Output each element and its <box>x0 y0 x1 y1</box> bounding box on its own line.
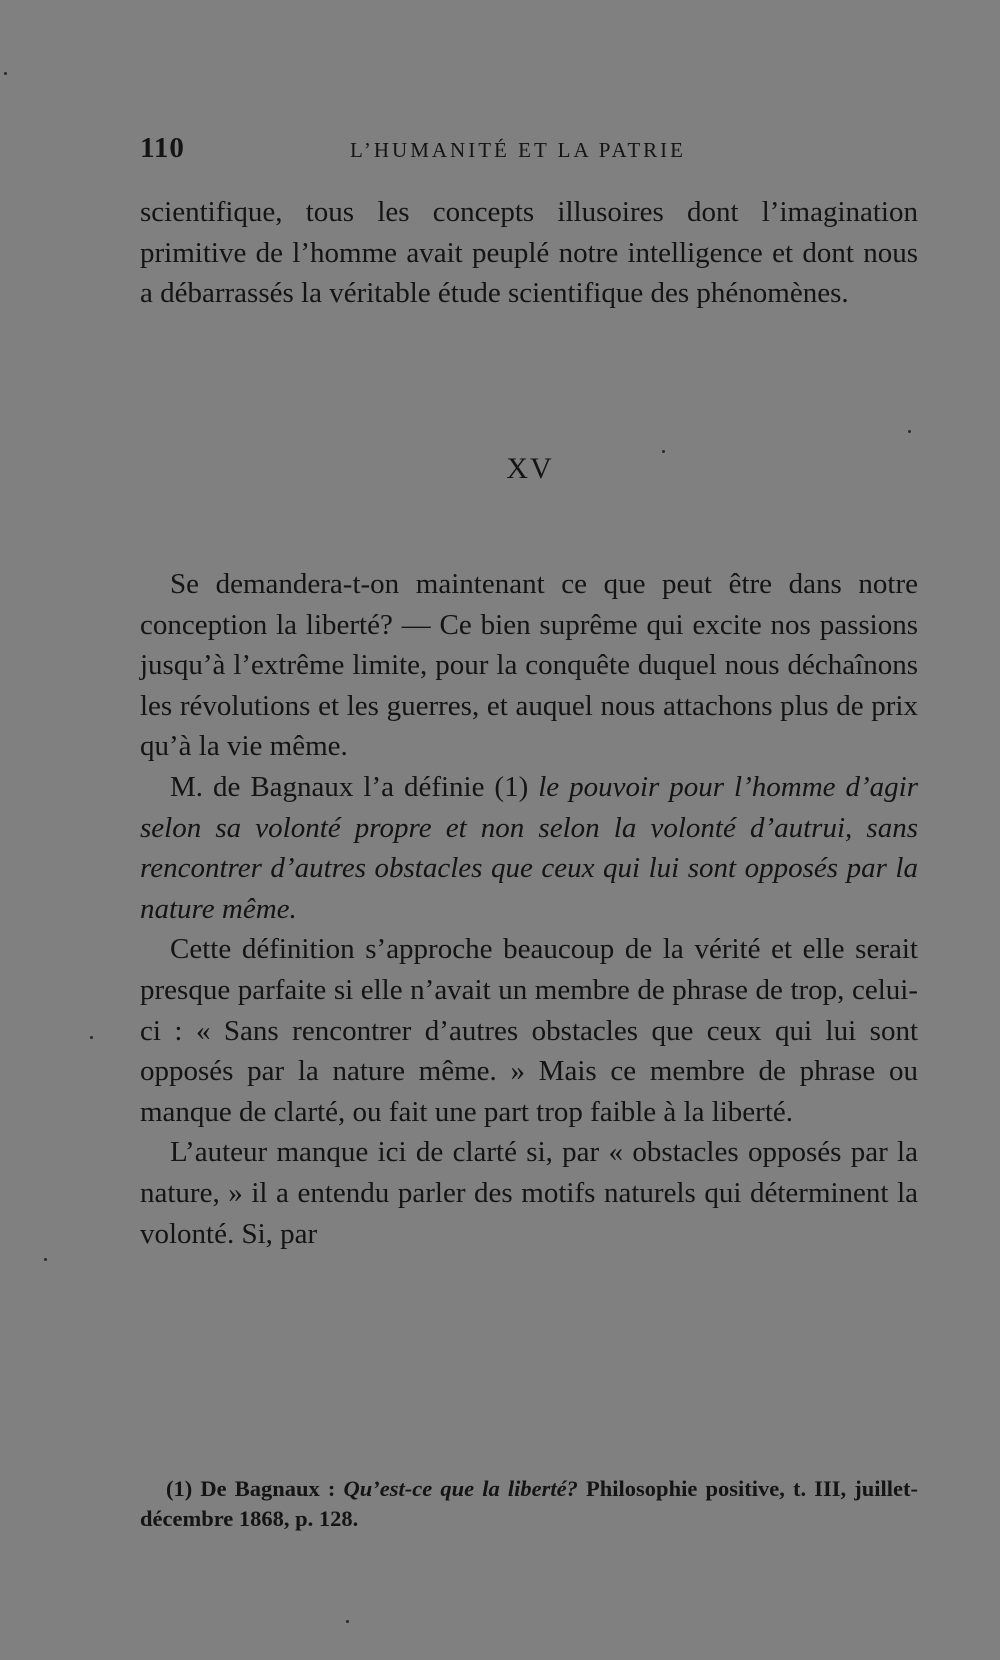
scan-speck <box>44 1258 47 1261</box>
paragraph-liberty-question: Se demandera-t-on maintenant ce que peut être dans notre conception la liberté? — Ce bien suprême qui excite nos passions jusqu’à l’extrême limite, pour la conquête duquel nous déchaînons les révolutions et les guerres, et auquel nous attachons plus de prix qu’à la vie même. <box>140 568 918 763</box>
definition-lead: M. de Bagnaux l’a définie (1) <box>170 770 539 803</box>
page-number: 110 <box>140 132 185 164</box>
definition-quote: le pouvoir pour l’homme d’agir selon sa volonté propre et non selon la volonté d’autrui, sans rencontrer d’autres obstacles que ceux qui lui sont opposés par la nature même. <box>140 770 918 925</box>
footnote-title: Qu’est-ce que la liberté? <box>343 1476 578 1501</box>
opening-paragraph: scientifique, tous les concepts illusoires dont l’imagination primitive de l’homme avait peuplé notre intelligence et dont nous a débarrassés la véritable étude scientifique des phénomènes. <box>140 196 918 310</box>
scan-speck <box>662 450 665 453</box>
page-header <box>140 132 920 172</box>
scan-speck <box>346 1620 349 1623</box>
footnote-marker: (1) De Bagnaux : <box>166 1476 344 1501</box>
paragraph-critique: Cette définition s’approche beaucoup de la vérité et elle serait presque parfaite si elle n’avait un membre de phrase de trop, celui-ci : « Sans rencontrer d’autres obstacles que ceux qui lui sont opposés par la nature même. » Mais ce membre de phrase ou manque de clarté, ou fait une part trop faible à la liberté. <box>140 933 918 1128</box>
footnote <box>140 1474 918 1534</box>
footnote-reference: Philosophie positive, t. III, juillet-décembre 1868, p. 128. <box>140 1476 918 1531</box>
paragraph-clarity: L’auteur manque ici de clarté si, par « obstacles opposés par la nature, » il a entendu parler des motifs naturels qui déterminent la volonté. Si, par <box>140 1136 918 1250</box>
paragraph-definition <box>140 767 918 929</box>
opening-text <box>140 192 918 314</box>
section-heading: XV <box>506 452 554 485</box>
running-title: L’HUMANITÉ ET LA PATRIE <box>350 138 686 162</box>
scan-speck <box>4 72 7 75</box>
section-body <box>140 564 918 1254</box>
scan-speck <box>908 430 911 433</box>
scan-speck <box>90 1036 93 1039</box>
